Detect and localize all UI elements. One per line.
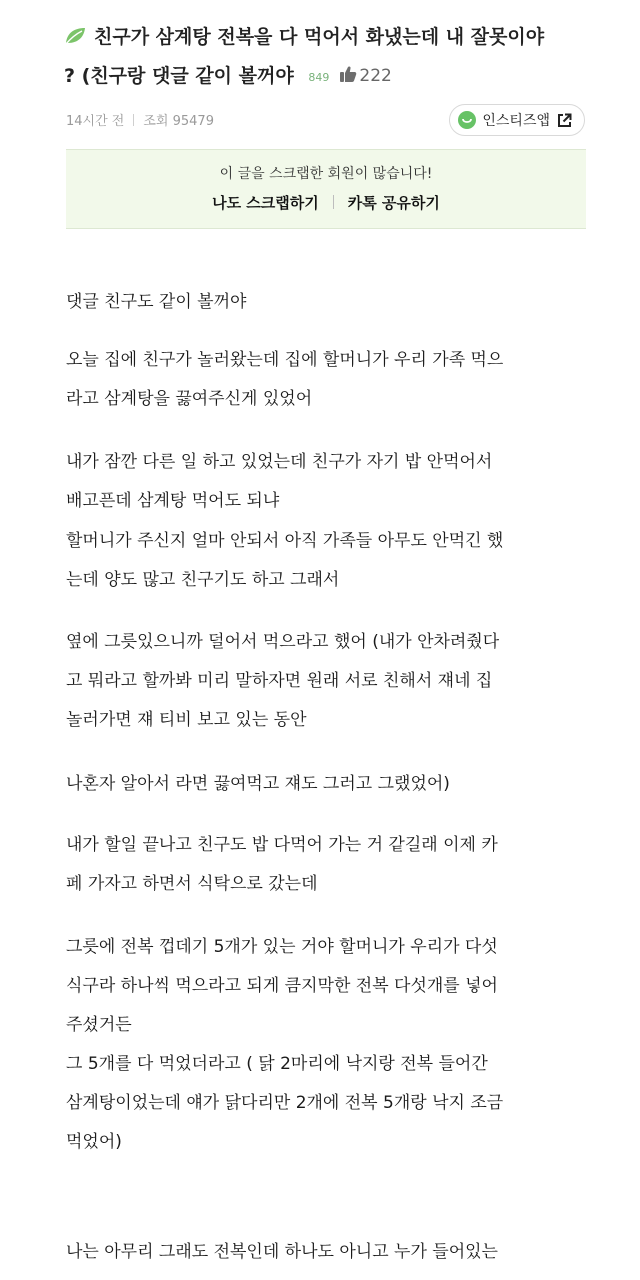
- open-app-label: 인스티즈앱: [482, 113, 550, 129]
- scrap-notice: 이 글을 스크랩한 회원이 많습니다!: [219, 166, 433, 182]
- like-count: 222: [359, 66, 392, 86]
- scrap-divider: [333, 195, 334, 209]
- content-line: 삼계탕이었는데 얘가 닭다리만 2개에 전복 5개랑 낙지 조금: [66, 1093, 504, 1113]
- meta-divider: [133, 114, 134, 126]
- scrap-actions: [66, 192, 586, 213]
- content-line: 나는 아무리 그래도 전복인데 하나도 아니고 누가 들어있는: [66, 1242, 498, 1262]
- content-line: 댓글 친구도 같이 볼꺼야: [66, 292, 247, 312]
- content-line: 오늘 집에 친구가 놀러왔는데 집에 할머니가 우리 가족 먹으: [66, 350, 504, 370]
- post-title-line-1: [64, 18, 584, 56]
- post-title-line-2: [64, 56, 584, 97]
- post-meta: [66, 110, 214, 129]
- content-line: 고 뭐라고 할까봐 미리 말하자면 원래 서로 친해서 쟤네 집: [66, 671, 493, 691]
- content-line: 나혼자 알아서 라면 끓여먹고 쟤도 그러고 그랬었어): [66, 774, 450, 794]
- kakao-share-button[interactable]: 카톡 공유하기: [347, 194, 440, 212]
- content-line: 내가 잠깐 다른 일 하고 있었는데 친구가 자기 밥 안먹어서: [66, 452, 493, 472]
- content-line: 주셨거든: [66, 1015, 132, 1035]
- content-line: 라고 삼계탕을 끓여주신게 있었어: [66, 389, 313, 409]
- content-line: 놀러가면 쟤 티비 보고 있는 동안: [66, 710, 307, 730]
- content-line: 그 5개를 다 먹었더라고 ( 닭 2마리에 낙지랑 전복 들어간: [66, 1054, 488, 1074]
- post-time: 14시간 전: [66, 114, 125, 129]
- content-line: 내가 할일 끝나고 친구도 밥 다먹어 가는 거 같길래 이제 카: [66, 835, 498, 855]
- leaf-icon: [64, 27, 86, 45]
- content-line: 는데 양도 많고 친구기도 하고 그래서: [66, 570, 340, 590]
- post-title-text-2: ? (친구랑 댓글 같이 볼꺼야: [64, 65, 294, 87]
- post-counts: [308, 64, 392, 86]
- content-line: 배고픈데 삼계탕 먹어도 되냐: [66, 491, 280, 511]
- comment-count: 849: [308, 71, 330, 84]
- post-title: [64, 18, 584, 97]
- scrap-box: [66, 149, 586, 229]
- content-line: 먹었어): [66, 1132, 122, 1152]
- thumbs-up-icon: [339, 65, 357, 83]
- post-title-text-1: 친구가 삼계탕 전복을 다 먹어서 화냈는데 내 잘못이야: [94, 26, 545, 48]
- content-line: 식구라 하나씩 먹으라고 되게 큼지막한 전복 다섯개를 넣어: [66, 976, 498, 996]
- content-line: 페 가자고 하면서 식탁으로 갔는데: [66, 874, 318, 894]
- external-link-icon: [557, 113, 572, 128]
- scrap-button[interactable]: 나도 스크랩하기: [212, 194, 319, 212]
- post-views: 조회 95479: [143, 114, 214, 129]
- open-app-button[interactable]: [449, 104, 585, 136]
- instiz-app-icon: [458, 111, 476, 129]
- content-line: 옆에 그릇있으니까 덜어서 먹으라고 했어 (내가 안차려줬다: [66, 632, 500, 652]
- post-meta-row: [64, 104, 585, 134]
- content-line: 할머니가 주신지 얼마 안되서 아직 가족들 아무도 안먹긴 했: [66, 531, 504, 551]
- content-line: 그릇에 전복 껍데기 5개가 있는 거야 할머니가 우리가 다섯: [66, 937, 498, 957]
